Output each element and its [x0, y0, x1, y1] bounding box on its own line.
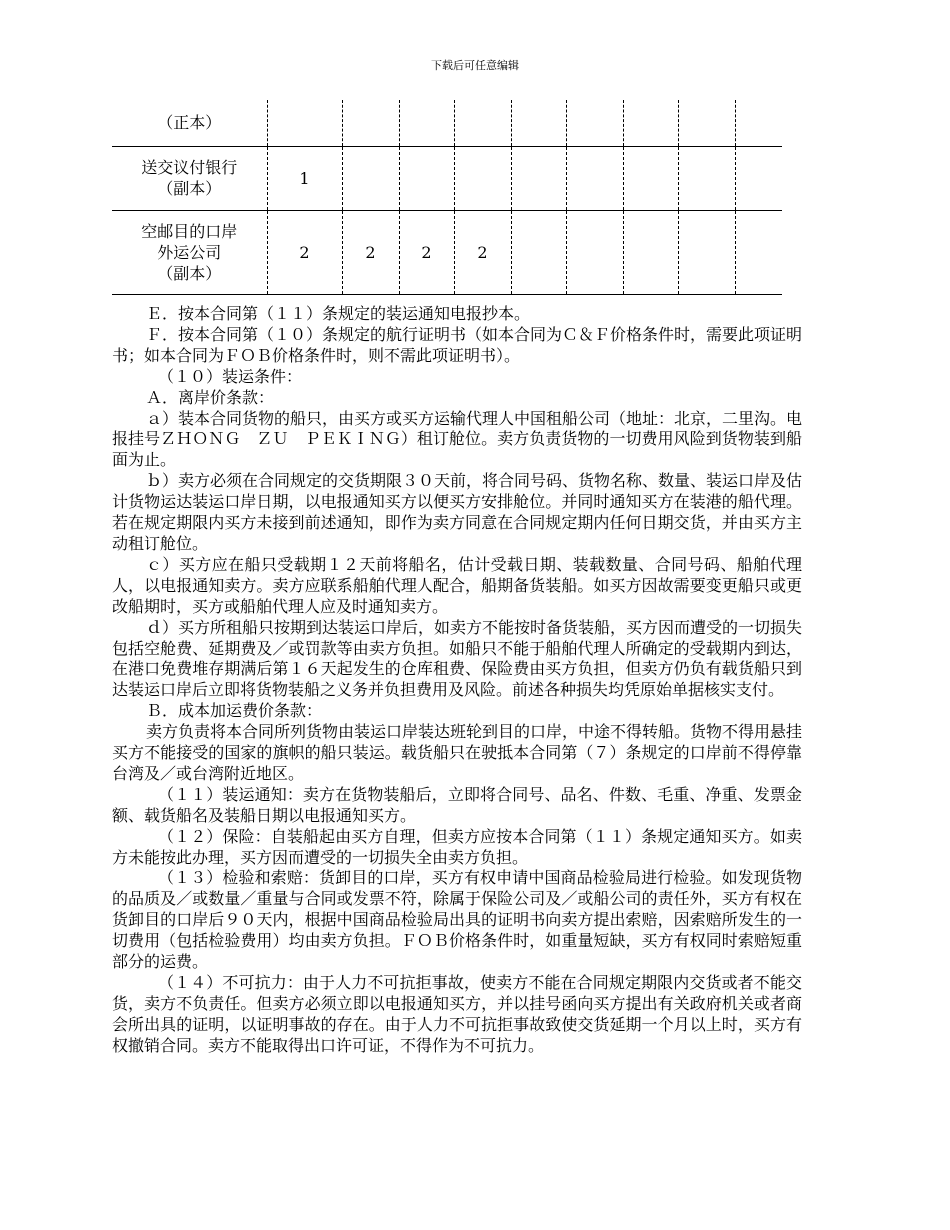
copy-count-cell [511, 210, 566, 294]
copy-count-cell [399, 100, 454, 146]
copy-count-cell [678, 210, 735, 294]
copy-count-cell [342, 100, 399, 146]
row-label-line: 送交议付银行 [141, 158, 238, 177]
clause-paragraph: Ａ．离岸价条款： [146, 387, 275, 407]
copy-count-cell [623, 210, 678, 294]
contract-clauses [112, 304, 802, 1057]
clause-paragraph: Ｅ．按本合同第（１１）条规定的装运通知电报抄本。 [146, 304, 531, 323]
copy-count-cell [399, 146, 454, 210]
document-distribution-table [112, 100, 782, 295]
copy-count-cell [735, 146, 782, 210]
clause-paragraph: ａ）装本合同货物的船只，由买方或买方运输代理人中国租船公司（地址：北京，二里沟。电报挂号ＺＨＯＮＧ ＺＵ ＰＥＫＩＮＧ）租订舱位。卖方负责货物的一切费用风险到货物装到船面为止。 [112, 408, 803, 470]
row-label-line: （副本） [157, 263, 222, 283]
clause-paragraph: Ｆ．按本合同第（１０）条规定的航行证明书（如本合同为Ｃ＆Ｆ价格条件时，需要此项证明书；如本合同为ＦＯＢ价格条件时，则不需此项证明书）。 [112, 324, 803, 365]
copy-count-cell [511, 146, 566, 210]
row-label [112, 146, 267, 210]
row-label-line: （正本） [157, 113, 222, 133]
table-row [112, 146, 782, 210]
clause-paragraph: （１１）装运通知：卖方在货物装船后，立即将合同号、品名、件数、毛重、净重、发票金额、载货船名及装船日期以电报通知买方。 [112, 784, 802, 825]
page-header: 下载后可任意编辑 [431, 59, 519, 72]
copy-count-cell [623, 146, 678, 210]
copy-count-cell: 2 [454, 210, 511, 294]
copy-count-cell [342, 146, 399, 210]
clause-paragraph: Ｂ．成本加运费价条款： [146, 701, 323, 721]
row-label-line: 空邮目的口岸 [141, 221, 238, 241]
copy-count-cell [623, 100, 678, 146]
copy-count-cell [678, 146, 735, 210]
clause-paragraph: ｃ）买方应在船只受载期１２天前将船名，估计受载日期、装载数量、合同号码、船舶代理人，以电报通知卖方。卖方应联系船舶代理人配合，船期备货装船。如买方因故需要变更船只或更改船期时，买方或船舶代理人应及时通知卖方。 [112, 554, 802, 616]
copy-count-cell: 2 [399, 210, 454, 294]
copy-count-cell [566, 146, 623, 210]
copy-count-cell [566, 100, 623, 146]
clause-paragraph: ｄ）买方所租船只按期到达装运口岸后，如卖方不能按时备货装船，买方因而遭受的一切损失包括空舱费、延期费及／或罚款等由卖方负担。如船只不能于船舶代理人所确定的受载期内到达，在港口免费堆存期满后第１６天起发生的仓库租费、保险费由买方负担，但卖方仍负有载货船只到达装运口岸后立即将货物装船之义务并负担费用及风险。前述各种损失均凭原始单据核实支付。 [112, 617, 803, 700]
distribution-table [112, 100, 782, 295]
copy-count-cell: 2 [267, 210, 342, 294]
table-row [112, 210, 782, 294]
clause-paragraph: （１０）装运条件： [158, 366, 303, 386]
copy-count-cell [566, 210, 623, 294]
copy-count-cell [267, 100, 342, 146]
copy-count-cell [678, 100, 735, 146]
copy-count-cell [454, 146, 511, 210]
copy-count-cell: 2 [342, 210, 399, 294]
row-label [112, 210, 267, 294]
clause-paragraph: 卖方负责将本合同所列货物由装运口岸装达班轮到目的口岸，中途不得转船。货物不得用悬挂买方不能接受的国家的旗帜的船只装运。载货船只在驶抵本合同第（７）条规定的口岸前不得停靠台湾及／或台湾附近地区。 [112, 722, 803, 783]
copy-count-cell [511, 100, 566, 146]
copy-count-cell [735, 210, 782, 294]
clause-paragraph: （１３）检验和索赔：货卸目的口岸，买方有权申请中国商品检验局进行检验。如发现货物的品质及／或数量／重量与合同或发票不符，除属于保险公司及／或船公司的责任外，买方有权在货卸目的口岸后９０天内，根据中国商品检验局出具的证明书向卖方提出索赔，因索赔所发生的一切费用（包括检验费用）均由卖方负担。ＦＯＢ价格条件时，如重量短缺，买方有权同时索赔短重部分的运费。 [112, 868, 802, 972]
copy-count-cell [735, 100, 782, 146]
row-label [112, 100, 267, 146]
copy-count-cell [454, 100, 511, 146]
row-label-line: （副本） [157, 179, 222, 198]
clause-paragraph: ｂ）卖方必须在合同规定的交货期限３０天前，将合同号码、货物名称、数量、装运口岸及估计货物运达装运口岸日期，以电报通知买方以便买方安排舱位。并同时通知买方在装港的船代理。若在规定期限内买方未接到前述通知，即作为卖方同意在合同规定期内任何日期交货，并由买方主动租订舱位。 [112, 471, 803, 553]
row-label-line: 外运公司 [157, 242, 222, 262]
clause-paragraph: （１４）不可抗力：由于人力不可抗拒事故，使卖方不能在合同规定期限内交货或者不能交货，卖方不负责任。但卖方必须立即以电报通知买方，并以挂号函向买方提出有关政府机关或者商会所出具的证明，以证明事故的存在。由于人力不可抗拒事故致使交货延期一个月以上时，买方有权撤销合同。卖方不能取得出口许可证，不得作为不可抗力。 [112, 973, 802, 1055]
clause-paragraph: （１２）保险：自装船起由买方自理，但卖方应按本合同第（１１）条规定通知买方。如卖方未能按此办理，买方因而遭受的一切损失全由卖方负担。 [112, 826, 802, 867]
table-row [112, 100, 782, 146]
copy-count-cell: 1 [267, 146, 342, 210]
